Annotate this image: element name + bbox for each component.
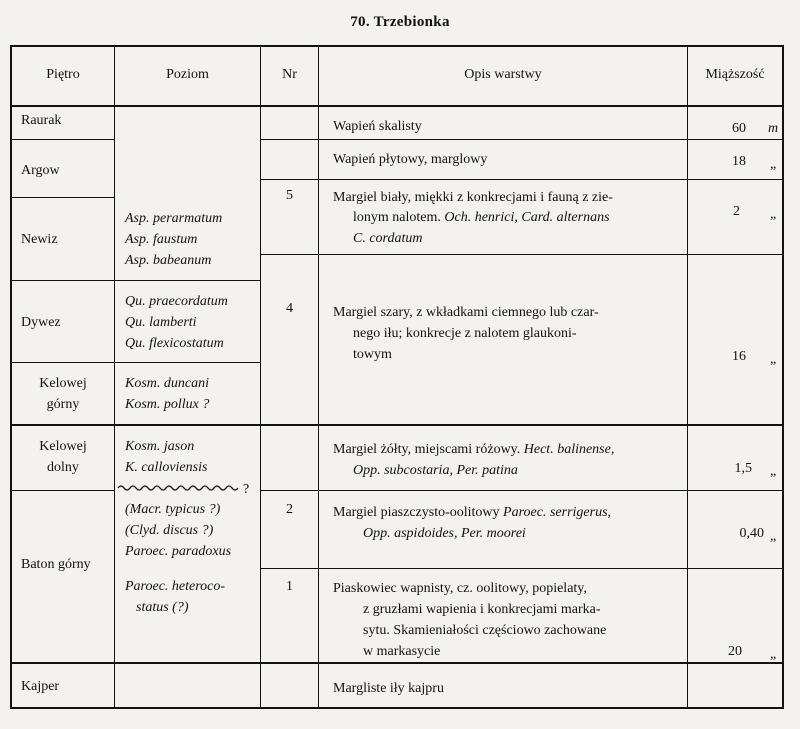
opis-layer4-line2: nego iłu; konkrecje z nalotem glaukoni- (353, 326, 577, 341)
opis-layer2-line2: Opp. aspidoides, Per. moorei (363, 526, 526, 541)
opis-kelowej-dolny-line2: Opp. subcostaria, Per. patina (353, 463, 518, 478)
pietro-kelowej-dolny-1: Kelowej (39, 439, 87, 454)
poziom-newiz-3: Asp. babeanum (125, 253, 212, 268)
ditto-mark-3: „ (770, 352, 777, 367)
header-miazszosc: Miąższość (705, 67, 765, 82)
poziom-kelowej-dolny-1: Kosm. jason (125, 439, 195, 454)
opis-layer4-line1: Margiel szary, z wkładkami ciemnego lub czar- (333, 305, 599, 320)
poziom-baton-4: Paroec. heteroco- (125, 579, 226, 594)
header-nr: Nr (282, 67, 297, 82)
poziom-kelowej-dolny-2: K. calloviensis (125, 460, 208, 475)
miazszosc-layer4: 16 (732, 349, 746, 364)
pietro-kelowej-gorny-2: górny (46, 397, 80, 412)
poziom-newiz-2: Asp. faustum (125, 232, 198, 247)
opis-layer5-line2-text: lonym nalotem. (353, 210, 441, 225)
opis-raurak: Wapień skalisty (333, 119, 422, 134)
poziom-baton-5: status (?) (136, 600, 189, 615)
poziom-newiz-1: Asp. perarmatum (125, 211, 223, 226)
poziom-baton-1: (Macr. typicus ?) (125, 502, 221, 517)
nr-2: 2 (286, 502, 293, 517)
opis-layer5-line2 (353, 207, 610, 228)
ditto-mark-1: „ (770, 157, 777, 172)
miazszosc-kelowej-dolny: 1,5 (734, 461, 752, 476)
opis-kd-line1-fossil: Hect. balinense, (523, 442, 615, 457)
opis-layer5-line2-fossils: Och. henrici, Card. alternans (444, 210, 610, 225)
nr-1: 1 (286, 579, 293, 594)
header-poziom: Poziom (166, 67, 209, 82)
wavy-boundary-line (116, 483, 242, 493)
opis-layer5-line3: C. cordatum (353, 231, 423, 246)
header-pietro: Piętro (46, 67, 80, 82)
pietro-baton-gorny: Baton górny (21, 557, 91, 572)
miazszosc-layer5: 2 (733, 204, 740, 219)
unit-m: m (768, 121, 779, 136)
poziom-kelowej-gorny-1: Kosm. duncani (125, 376, 209, 391)
pietro-kelowej-dolny-2: dolny (47, 460, 79, 475)
pietro-kelowej-gorny-1: Kelowej (39, 376, 87, 391)
poziom-dywez-2: Qu. lamberti (125, 315, 197, 330)
ditto-mark-6: „ (770, 647, 777, 662)
opis-layer2-line1 (333, 502, 611, 523)
pietro-kajper: Kajper (21, 679, 60, 694)
nr-5: 5 (286, 188, 293, 203)
pietro-argow: Argow (21, 163, 60, 178)
miazszosc-raurak: 60 (732, 121, 746, 136)
nr-4: 4 (286, 301, 293, 316)
opis-layer2-line1-text: Margiel piaszczysto-oolitowy (333, 505, 500, 520)
pietro-dywez: Dywez (21, 315, 61, 330)
ditto-mark-4: „ (770, 464, 777, 479)
opis-kd-line1-text: Margiel żółty, miejscami różowy. (333, 442, 521, 457)
opis-layer1-line1: Piaskowiec wapnisty, cz. oolitowy, popielaty, (333, 581, 587, 596)
opis-argow: Wapień płytowy, marglowy (333, 152, 488, 167)
opis-layer1-line2: z gruzłami wapienia i konkrecjami marka- (363, 602, 601, 617)
miazszosc-argow: 18 (732, 154, 746, 169)
miazszosc-layer1: 20 (728, 644, 742, 659)
header-opis: Opis warstwy (464, 67, 542, 82)
table-title: 70. Trzebionka (350, 14, 450, 30)
pietro-raurak: Raurak (21, 113, 62, 128)
poziom-question-mark: ? (243, 482, 250, 497)
poziom-dywez-3: Qu. flexicostatum (125, 336, 224, 351)
poziom-dywez-1: Qu. praecordatum (125, 294, 228, 309)
opis-kajper: Margliste iły kajpru (333, 681, 444, 696)
ditto-mark-2: „ (770, 207, 777, 222)
opis-layer2-line1-fossil: Paroec. serrigerus, (503, 505, 612, 520)
opis-layer1-line4: w markasycie (363, 644, 441, 659)
opis-layer5-line1: Margiel biały, miękki z konkrecjami i fauną z zie- (333, 190, 613, 205)
opis-layer4-line3: towym (353, 347, 392, 362)
miazszosc-layer2: 0,40 (739, 526, 764, 541)
opis-kelowej-dolny-line1 (333, 439, 614, 460)
poziom-baton-2: (Clyd. discus ?) (125, 523, 214, 538)
poziom-kelowej-gorny-2: Kosm. pollux ? (125, 397, 210, 412)
opis-layer1-line3: sytu. Skamieniałości częściowo zachowane (363, 623, 607, 638)
poziom-baton-3: Paroec. paradoxus (125, 544, 232, 559)
ditto-mark-5: „ (770, 529, 777, 544)
pietro-newiz: Newiz (21, 232, 58, 247)
